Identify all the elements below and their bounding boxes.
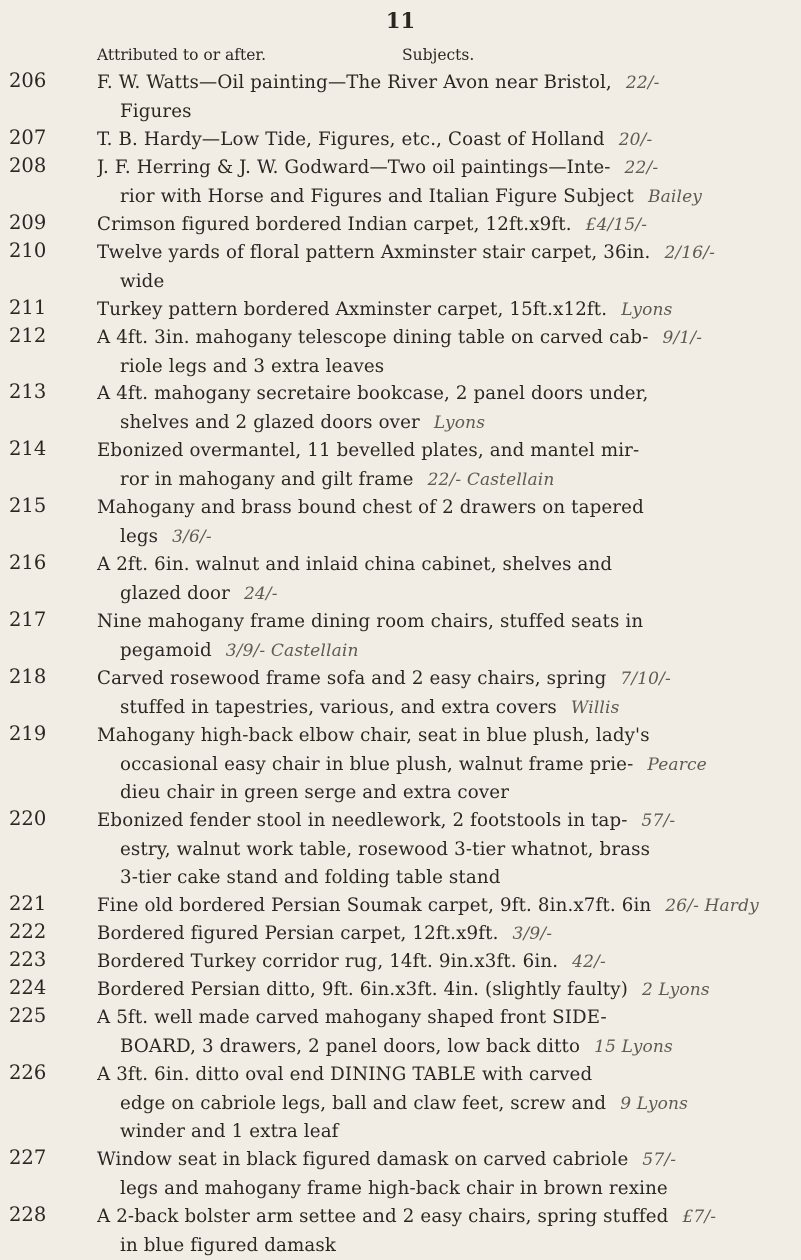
lot-number: 208 [9, 154, 79, 177]
description-text: Figures [120, 101, 192, 122]
description-text: rior with Horse and Figures and Italian Figure Subject [120, 186, 634, 207]
lot-description [97, 948, 787, 977]
attributed-header: Attributed to or after. [97, 46, 266, 64]
lot-number: 227 [9, 1146, 79, 1169]
description-line [97, 608, 787, 637]
description-line [97, 268, 787, 297]
description-text: Bordered Persian ditto, 9ft. 6in.x3ft. 4in. (slightly faulty) [97, 979, 628, 1000]
description-line [97, 1033, 787, 1062]
description-line [97, 892, 787, 921]
description-text: estry, walnut work table, rosewood 3-tier whatnot, brass [120, 839, 650, 860]
description-line [97, 154, 787, 183]
page-number: 11 [0, 8, 801, 33]
description-line [97, 324, 787, 353]
lot-description [97, 211, 787, 240]
lot-description [97, 665, 787, 722]
description-line [97, 1061, 787, 1090]
lot-description [97, 437, 787, 494]
description-text: stuffed in tapestries, various, and extra covers [120, 697, 557, 718]
description-line [97, 694, 787, 723]
description-text: glazed door [120, 583, 230, 604]
description-line [97, 98, 787, 127]
lot-number: 206 [9, 69, 79, 92]
description-line [97, 1146, 787, 1175]
description-line [97, 1232, 787, 1260]
description-text: dieu chair in green serge and extra cover [120, 782, 509, 803]
description-text: pegamoid [120, 640, 212, 661]
handwritten-price-note: Pearce [647, 755, 706, 775]
description-line [97, 948, 787, 977]
description-text: Carved rosewood frame sofa and 2 easy chairs, spring [97, 668, 606, 689]
lot-description [97, 1146, 787, 1203]
lot-number: 221 [9, 892, 79, 915]
lot-number: 224 [9, 976, 79, 999]
handwritten-price-note: 57/- [642, 1150, 676, 1170]
description-text: A 4ft. mahogany secretaire bookcase, 2 panel doors under, [97, 383, 648, 404]
lot-number: 222 [9, 920, 79, 943]
handwritten-price-note: Lyons [621, 300, 672, 320]
description-line [97, 722, 787, 751]
description-text: in blue figured damask [120, 1235, 336, 1256]
lot-description [97, 126, 787, 155]
handwritten-price-note: 42/- [572, 952, 606, 972]
handwritten-price-note: £4/15/- [586, 215, 648, 235]
lot-number: 218 [9, 665, 79, 688]
handwritten-price-note: 3/9/- [513, 924, 553, 944]
description-text: legs and mahogany frame high-back chair in brown rexine [120, 1178, 668, 1199]
handwritten-price-note: 57/- [642, 811, 676, 831]
description-text: riole legs and 3 extra leaves [120, 356, 384, 377]
lot-description [97, 807, 787, 893]
description-line [97, 920, 787, 949]
description-text: J. F. Herring & J. W. Godward—Two oil paintings—Inte- [97, 157, 611, 178]
lot-number: 207 [9, 126, 79, 149]
description-text: A 2ft. 6in. walnut and inlaid china cabinet, shelves and [97, 554, 612, 575]
description-line [97, 523, 787, 552]
description-text: Ebonized overmantel, 11 bevelled plates, and mantel mir- [97, 440, 639, 461]
description-line [97, 353, 787, 382]
description-line [97, 1090, 787, 1119]
handwritten-price-note: 9/1/- [663, 328, 703, 348]
description-line [97, 1118, 787, 1147]
description-line [97, 466, 787, 495]
description-line [97, 296, 787, 325]
description-text: Bordered figured Persian carpet, 12ft.x9ft. [97, 923, 499, 944]
description-line [97, 665, 787, 694]
description-line [97, 126, 787, 155]
description-line [97, 409, 787, 438]
description-line [97, 494, 787, 523]
description-text: A 4ft. 3in. mahogany telescope dining table on carved cab- [97, 327, 649, 348]
description-text: Fine old bordered Persian Soumak carpet, 9ft. 8in.x7ft. 6in [97, 895, 651, 916]
handwritten-price-note: 22/- Castellain [428, 470, 555, 490]
description-text: Crimson figured bordered Indian carpet, 12ft.x9ft. [97, 214, 572, 235]
lot-number: 226 [9, 1061, 79, 1084]
lot-description [97, 976, 787, 1005]
description-text: Twelve yards of floral pattern Axminster stair carpet, 36in. [97, 242, 650, 263]
lot-number: 209 [9, 211, 79, 234]
lot-number: 210 [9, 239, 79, 262]
lot-description [97, 239, 787, 296]
description-line [97, 779, 787, 808]
handwritten-price-note: 3/6/- [172, 527, 212, 547]
lot-number: 225 [9, 1004, 79, 1027]
lot-number: 211 [9, 296, 79, 319]
description-line [97, 437, 787, 466]
handwritten-price-note: 2/16/- [664, 243, 715, 263]
description-line [97, 1004, 787, 1033]
description-text: winder and 1 extra leaf [120, 1121, 339, 1142]
lot-number: 223 [9, 948, 79, 971]
lot-description [97, 324, 787, 381]
lot-number: 219 [9, 722, 79, 745]
description-text: Nine mahogany frame dining room chairs, stuffed seats in [97, 611, 643, 632]
lot-description [97, 608, 787, 665]
lot-description [97, 892, 787, 921]
description-text: Mahogany and brass bound chest of 2 drawers on tapered [97, 497, 644, 518]
description-line [97, 637, 787, 666]
lot-description [97, 551, 787, 608]
lot-number: 213 [9, 380, 79, 403]
lot-number: 216 [9, 551, 79, 574]
handwritten-price-note: 20/- [619, 130, 653, 150]
description-line [97, 69, 787, 98]
description-line [97, 807, 787, 836]
description-text: A 3ft. 6in. ditto oval end DINING TABLE with carved [97, 1064, 592, 1085]
description-text: Window seat in black figured damask on carved cabriole [97, 1149, 628, 1170]
description-line [97, 864, 787, 893]
description-line [97, 211, 787, 240]
description-text: F. W. Watts—Oil painting—The River Avon near Bristol, [97, 72, 612, 93]
lot-number: 228 [9, 1203, 79, 1226]
handwritten-price-note: 9 Lyons [620, 1094, 688, 1114]
handwritten-price-note: 24/- [244, 584, 278, 604]
description-text: T. B. Hardy—Low Tide, Figures, etc., Coast of Holland [97, 129, 605, 150]
description-line [97, 1175, 787, 1204]
description-line [97, 380, 787, 409]
description-text: Ebonized fender stool in needlework, 2 footstools in tap- [97, 810, 628, 831]
description-line [97, 1203, 787, 1232]
lot-description [97, 380, 787, 437]
description-text: Bordered Turkey corridor rug, 14ft. 9in.x3ft. 6in. [97, 951, 558, 972]
lot-number: 215 [9, 494, 79, 517]
description-text: BOARD, 3 drawers, 2 panel doors, low back ditto [120, 1036, 580, 1057]
description-text: wide [120, 271, 164, 292]
handwritten-price-note: Bailey [648, 187, 702, 207]
handwritten-price-note: Lyons [434, 413, 485, 433]
description-text: Turkey pattern bordered Axminster carpet, 15ft.x12ft. [97, 299, 607, 320]
description-line [97, 580, 787, 609]
lot-description [97, 69, 787, 126]
description-text: A 2-back bolster arm settee and 2 easy chairs, spring stuffed [97, 1206, 668, 1227]
handwritten-price-note: 22/- [626, 73, 660, 93]
handwritten-price-note: 7/10/- [620, 669, 671, 689]
lot-description [97, 920, 787, 949]
lot-number: 217 [9, 608, 79, 631]
description-text: 3-tier cake stand and folding table stand [120, 867, 501, 888]
lot-description [97, 1004, 787, 1061]
description-line [97, 239, 787, 268]
description-line [97, 976, 787, 1005]
lot-number: 214 [9, 437, 79, 460]
lot-description [97, 1203, 787, 1260]
handwritten-price-note: 22/- [625, 158, 659, 178]
handwritten-price-note: Willis [571, 698, 620, 718]
description-line [97, 751, 787, 780]
handwritten-price-note: 15 Lyons [594, 1037, 673, 1057]
lot-number: 212 [9, 324, 79, 347]
description-text: legs [120, 526, 158, 547]
lot-description [97, 1061, 787, 1147]
lot-description [97, 296, 787, 325]
handwritten-price-note: £7/- [682, 1207, 716, 1227]
description-line [97, 551, 787, 580]
description-text: A 5ft. well made carved mahogany shaped front SIDE- [97, 1007, 607, 1028]
handwritten-price-note: 2 Lyons [642, 980, 710, 1000]
lot-number: 220 [9, 807, 79, 830]
subjects-header: Subjects. [402, 46, 474, 64]
description-text: occasional easy chair in blue plush, walnut frame prie- [120, 754, 633, 775]
lot-description [97, 154, 787, 211]
lot-description [97, 494, 787, 551]
description-text: edge on cabriole legs, ball and claw feet, screw and [120, 1093, 606, 1114]
description-line [97, 836, 787, 865]
description-text: Mahogany high-back elbow chair, seat in blue plush, lady's [97, 725, 650, 746]
handwritten-price-note: 3/9/- Castellain [226, 641, 359, 661]
handwritten-price-note: 26/- Hardy [665, 896, 759, 916]
description-text: ror in mahogany and gilt frame [120, 469, 414, 490]
description-text: shelves and 2 glazed doors over [120, 412, 420, 433]
description-line [97, 183, 787, 212]
lot-description [97, 722, 787, 808]
